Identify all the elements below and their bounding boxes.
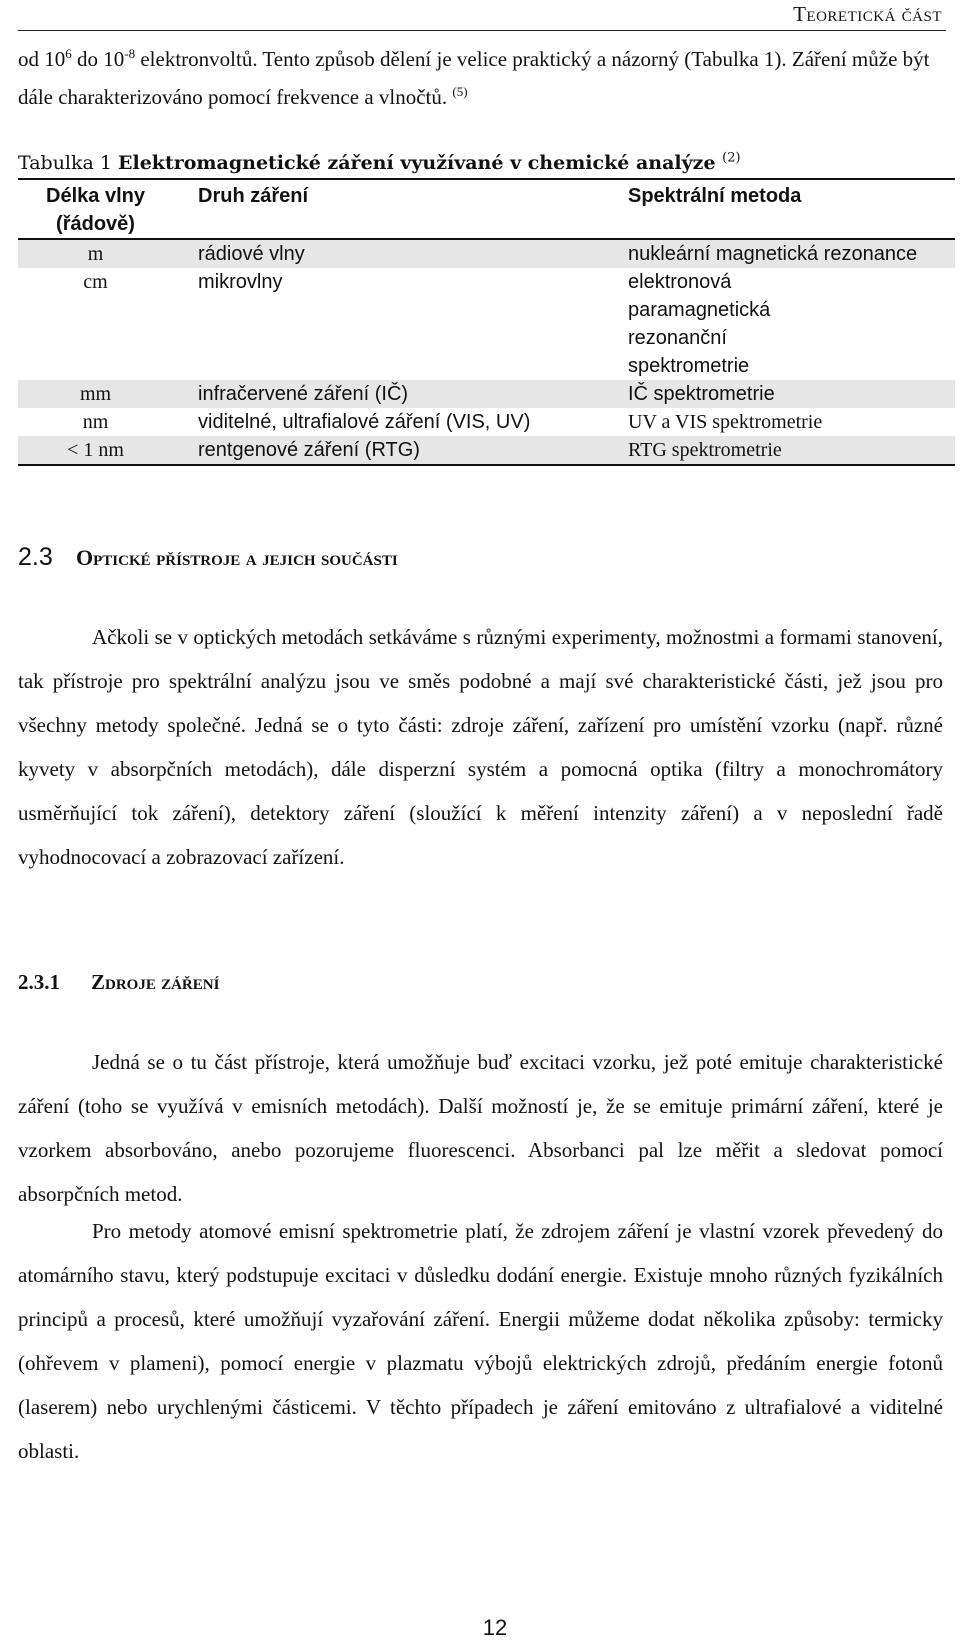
table-cell: RTG spektrometrie (628, 436, 955, 465)
table-cell: rádiové vlny (198, 243, 305, 265)
table-row (18, 268, 955, 380)
table-cell: infračervené záření (IČ) (198, 383, 409, 405)
section-title: Optické přístroje a jejich součásti (76, 545, 398, 570)
table-cell: nm (82, 411, 109, 433)
column-header: Druh záření (173, 179, 628, 239)
table-cell: nukleární magnetická rezonance (628, 243, 918, 265)
table-cell: UV a VIS spektrometrie (628, 411, 823, 433)
paragraph-instruments: Ačkoli se v optických metodách setkáváme s různými experimenty, možnostmi a formami stanovení, tak přístroje pro spektrální analýzu jsou ve směs podobné a mají své charakteristické části, jež jsou pro všechny metody společné. Jedná se o tyto části: zdroje záření, zařízení pro umístění vzorku (např. různé kyvety v absorpčních metodách), dále disperzní systém a pomocná optika (filtry a monochromátory usměrňující tok záření), detektory záření (sloužící k měření intenzity záření) a v neposlední řadě vyhodnocovací a zobrazovací zařízení. (18, 625, 943, 869)
table-cell: mm (79, 383, 112, 405)
table-cell: rentgenové záření (RTG) (173, 436, 628, 465)
section-heading (18, 543, 398, 572)
table-row (18, 436, 955, 465)
table-row (18, 380, 955, 408)
table-cell: cm (83, 271, 108, 293)
paragraph-atomic-emission: Pro metody atomové emisní spektrometrie platí, že zdrojem záření je vlastní vzorek převedený do atomárního stavu, který podstupuje excitaci v důsledku dodání energie. Existuje mnoho různých fyzikálních principů a procesů, které umožňují vyzařování záření. Energii můžeme dodat několika způsoby: termicky (ohřevem v plameni), pomocí energie v plazmatu výbojů elektrických zdrojů, předáním energie fotonů (laserem) nebo urychlenými částicemi. V těchto případech je záření emitováno z ultrafialové a viditelné oblasti. (18, 1219, 943, 1463)
table-cell: viditelné, ultrafialové záření (VIS, UV) (198, 411, 531, 433)
table-header-row (18, 179, 955, 239)
page-number: 12 (482, 1615, 508, 1640)
table-cell: mikrovlny (198, 271, 283, 293)
table-row (18, 239, 955, 268)
table-cell: m (87, 243, 104, 265)
paragraph-sources: Jedná se o tu část přístroje, která umožňuje buď excitaci vzorku, jež poté emituje charakteristické záření (toho se využívá v emisních metodách). Další možností je, že se emituje primární záření, které je vzorkem absorbováno, anebo pozorujeme fluorescenci. Absorbanci pal lze měřit a sledovat pomocí absorpčních metod. (18, 1050, 943, 1206)
column-header: Spektrální metoda (628, 179, 955, 239)
column-header: Délka vlny (řádově) (18, 179, 173, 239)
table-caption: Tabulka 1 Elektromagnetické záření využívané v chemické analýze $^{(2)}$ (18, 150, 741, 174)
intro-paragraph: od $10^6$ do $10^{-8}$ elektronvoltů. Tento způsob dělení je velice praktický a názorný (Tabulka 1). Záření může být dále charakterizováno pomocí frekvence a vlnočtů. $^{(5)}$ (18, 46, 930, 109)
subsection-heading (18, 970, 219, 995)
radiation-table (18, 178, 955, 466)
header-title: Teoretická část (793, 2, 942, 26)
table-row (18, 408, 955, 436)
table-cell: IČ spektrometrie (628, 383, 775, 405)
subsection-title: Zdroje záření (91, 970, 220, 994)
table-cell: < 1 nm (18, 436, 173, 465)
subsection-number: 2.3.1 (18, 970, 60, 994)
table-cell: elektronová paramagnetická rezonanční spektrometrie (628, 271, 771, 377)
page-header (18, 0, 946, 31)
section-number: 2.3 (18, 543, 53, 571)
